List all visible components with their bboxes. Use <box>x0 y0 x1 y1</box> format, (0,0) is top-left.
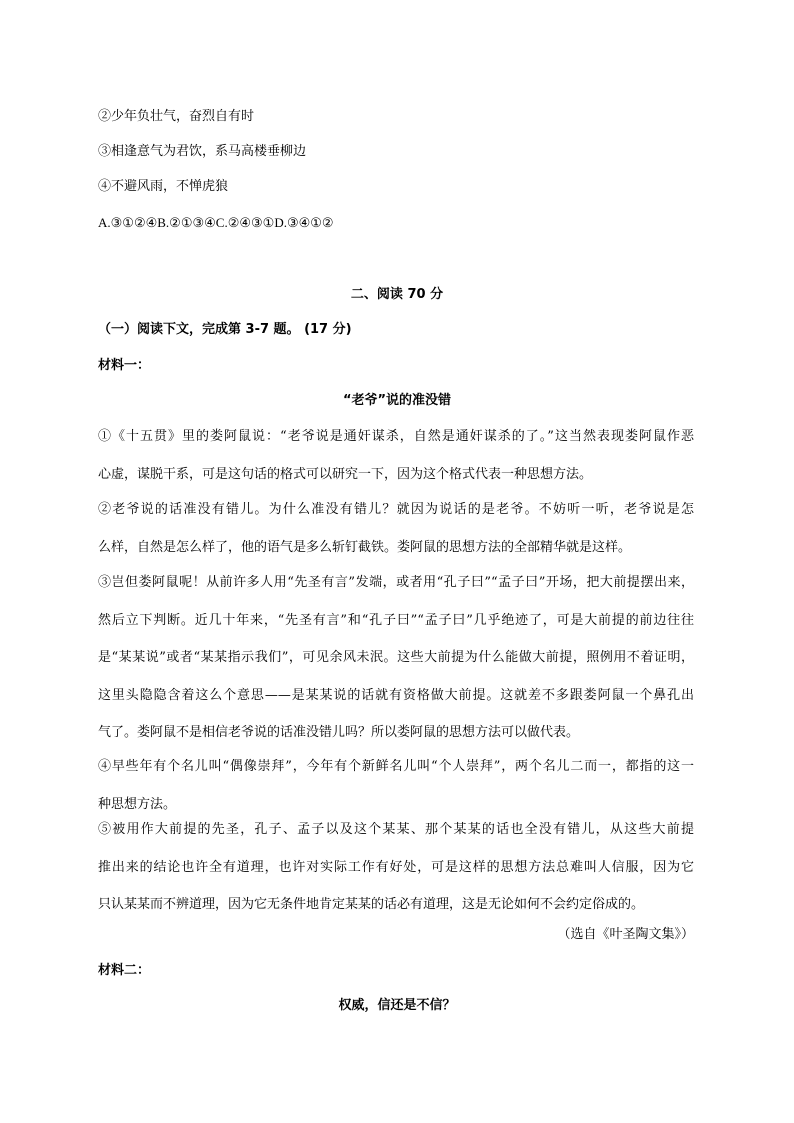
paragraph-line: ④早些年有个名儿叫“偶像崇拜”，今年有个新鲜名儿叫“个人崇拜”，两个名儿二而一，都指的这一 <box>98 759 694 774</box>
paragraph-line: 种思想方法。 <box>98 796 177 812</box>
paragraph-5 <box>98 811 694 924</box>
paragraph-1 <box>98 418 694 493</box>
paragraph-line: 是“某某说”或者“某某指示我们”，可见余风未泯。这些大前提为什么能做大前提，照例用不着证明， <box>98 650 694 665</box>
paragraph-line: ③岂但娄阿鼠呢！从前许多人用“先圣有言”发端，或者用“孔子曰”“孟子曰”开场，把大前提摆出来， <box>98 575 694 590</box>
paragraph-2 <box>98 491 694 566</box>
material-one-source: （选自《叶圣陶文集》） <box>557 927 694 942</box>
paragraph-line: 只认某某而不辨道理，因为它无条件地肯定某某的话必有道理，这是无论如何不会约定俗成的。 <box>98 897 645 912</box>
question-item-4: ④不避风雨，不惮虎狼 <box>98 179 229 194</box>
paragraph-3 <box>98 564 694 752</box>
paragraph-line: 然后立下判断。近几十年来，“先圣有言”和“孔子曰”“孟子曰”几乎绝迹了，可是大前提的前边往往 <box>98 612 694 628</box>
question-item-2: ②少年负壮气，奋烈自有时 <box>98 109 255 124</box>
paragraph-line: 气了。娄阿鼠不是相信老爷说的话准没错儿吗？所以娄阿鼠的思想方法可以做代表。 <box>98 725 580 740</box>
material-one-title: “老爷”说的准没错 <box>342 393 452 408</box>
paragraph-line: 心虚，谋脱干系，可是这句话的格式可以研究一下，因为这个格式代表一种思想方法。 <box>98 466 593 482</box>
answer-options: A.③①②④B.②①③④C.②④③①D.③④①② <box>98 215 334 230</box>
material-two-title: 权威，信还是不信？ <box>338 998 456 1013</box>
paragraph-line: 推出来的结论也许全有道理，也许对实际工作有好处，可是这样的思想方法总难叫人信服，因为它 <box>98 859 694 875</box>
subsection-title: （一）阅读下文，完成第 3-7 题。 (17 分) <box>98 322 352 337</box>
paragraph-line: ①《十五贯》里的娄阿鼠说：“老爷说是通奸谋杀，自然是通奸谋杀的了。”这当然表现娄阿鼠作恶 <box>98 429 694 444</box>
material-two-label: 材料二： <box>98 963 151 978</box>
paragraph-line: 这里头隐隐含着这么个意思——是某某说的话就有资格做大前提。这就差不多跟娄阿鼠一个鼻孔出 <box>98 687 694 703</box>
material-one-label: 材料一： <box>98 358 151 373</box>
question-item-3: ③相逢意气为君饮，系马高楼垂柳边 <box>98 144 307 159</box>
paragraph-line: 么样，自然是怎么样了，他的语气是多么斩钉截铁。娄阿鼠的思想方法的全部精华就是这样。 <box>98 539 632 555</box>
paragraph-line: ②老爷说的话准没有错儿。为什么准没有错儿？就因为说话的是老爷。不妨听一听，老爷说是怎 <box>98 502 694 517</box>
paragraph-line: ⑤被用作大前提的先圣，孔子、孟子以及这个某某、那个某某的话也全没有错儿，从这些大前提 <box>98 822 694 837</box>
section-title: 二、阅读 70 分 <box>350 287 444 302</box>
